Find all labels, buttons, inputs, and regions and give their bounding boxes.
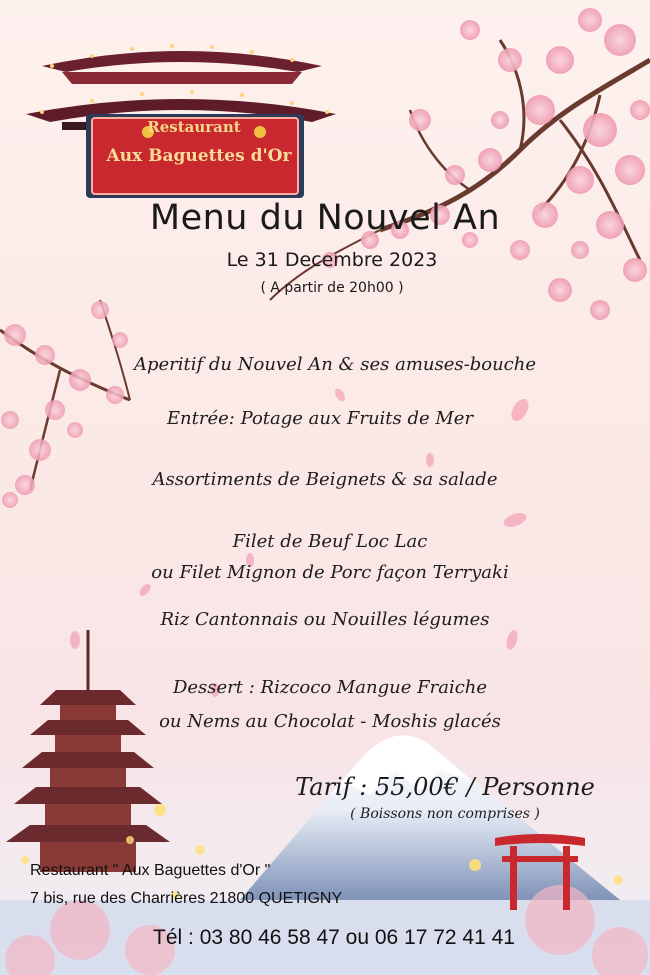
price: Tarif : 55,00€ / Personne — [295, 773, 595, 801]
sign-restaurant-label: Restaurant — [147, 118, 241, 136]
page-title: Menu du Nouvel An — [149, 198, 501, 238]
restaurant-sign — [22, 28, 340, 204]
event-date: Le 31 Decembre 2023 — [226, 249, 438, 271]
sign-restaurant-name: Aux Baguettes d'Or — [106, 146, 292, 166]
menu-item-beignets: Assortiments de Beignets & sa salade — [152, 469, 498, 490]
menu-item-aperitif: Aperitif du Nouvel An & ses amuses-bouche — [133, 354, 536, 375]
menu-item-rice: Riz Cantonnais ou Nouilles légumes — [160, 609, 490, 630]
menu-item-dessert-2: ou Nems au Chocolat - Moshis glacés — [159, 711, 501, 732]
pagoda-icon — [6, 630, 170, 872]
menu-item-main-1: Filet de Beuf Loc Lac — [232, 531, 428, 552]
footer-phone: Tél : 03 80 46 58 47 ou 06 17 72 41 41 — [153, 926, 515, 949]
menu-item-main-2: ou Filet Mignon de Porc façon Terryaki — [151, 562, 509, 583]
price-note: ( Boissons non comprises ) — [350, 806, 540, 822]
footer-address: 7 bis, rue des Charrières 21800 QUETIGNY — [30, 890, 343, 907]
event-time: ( A partir de 20h00 ) — [260, 280, 404, 296]
menu-item-dessert-1: Dessert : Rizcoco Mangue Fraiche — [172, 677, 488, 698]
menu-item-entree: Entrée: Potage aux Fruits de Mer — [166, 408, 474, 429]
footer-restaurant-name: Restaurant " Aux Baguettes d'Or " — [30, 862, 271, 879]
